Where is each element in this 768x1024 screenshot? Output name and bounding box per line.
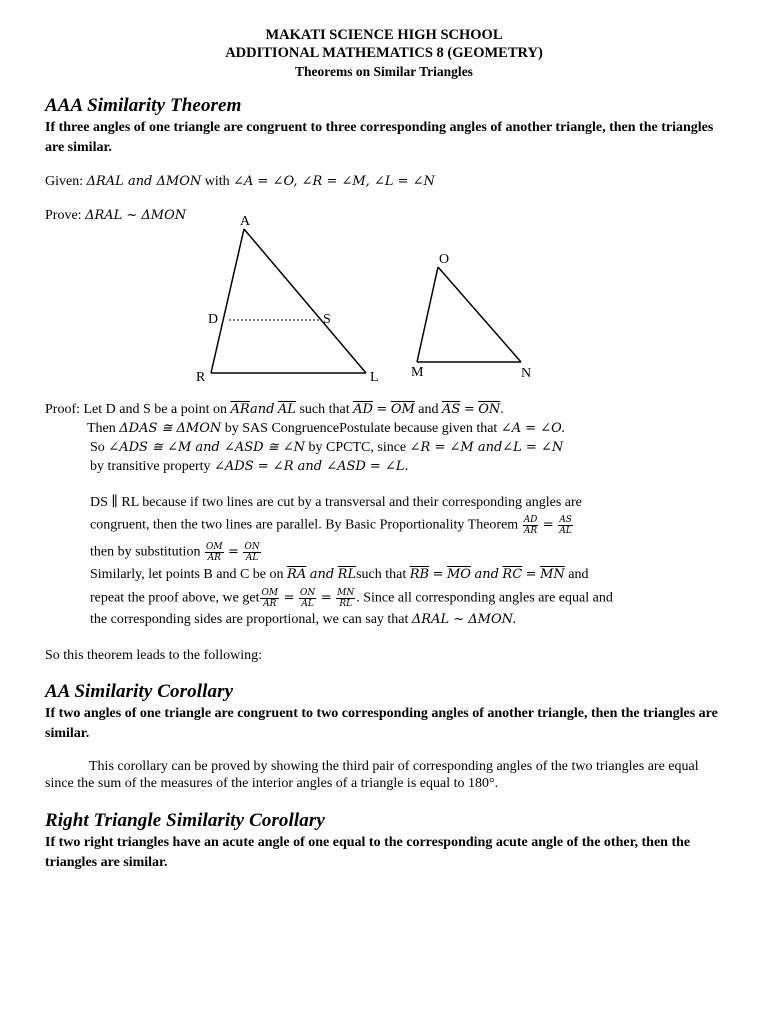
proof-line-1	[45, 401, 504, 419]
segment-ad: $\overline{AD}$	[353, 402, 373, 417]
label-m: M	[411, 365, 424, 380]
math-transitive: ∠ADS = ∠R and ∠ASD = ∠L.	[214, 459, 409, 474]
school-name: MAKATI SCIENCE HIGH SCHOOL	[265, 27, 503, 43]
prove-label: Prove:	[45, 208, 82, 223]
proof-para2-line-4	[90, 566, 588, 584]
fraction-om-ar	[205, 542, 224, 563]
proof-text: by SAS CongruencePostulate because given that	[224, 421, 498, 436]
triangle-ral	[211, 229, 366, 373]
proof-line-2	[87, 420, 565, 438]
segment-mo: $\overline{MO}$	[447, 567, 471, 582]
denominator: AR	[263, 599, 277, 609]
label-l: L	[370, 370, 379, 385]
proof-text: by transitive property	[90, 459, 211, 474]
proof-text: the corresponding sides are proportional, we can say that	[90, 612, 409, 627]
proof-text: and	[418, 402, 439, 417]
triangle-figure	[0, 0, 768, 400]
period: .	[500, 402, 504, 417]
proof-text: then by substitution	[90, 544, 201, 560]
proof-text: Proof: Let D and S be a point on	[45, 402, 227, 417]
proof-text: . Since all corresponding angles are equal and	[356, 590, 613, 606]
fraction-ad-ar	[523, 515, 539, 536]
numerator: OM	[205, 542, 223, 552]
equals: =	[432, 567, 444, 582]
segment-as: $\overline{AS}$	[442, 402, 461, 417]
segment-rc: $\overline{RC}$	[502, 567, 523, 582]
aaa-statement: If three angles of one triangle are congruent to three corresponding angles of another triangle, then the triangles are similar.	[45, 120, 714, 155]
proof-para2-line-6	[90, 611, 516, 629]
right-statement: If two right triangles have an acute angle of one equal to the corresponding acute angle of the other, then the triangles are similar.	[45, 835, 691, 870]
denominator: AL	[559, 526, 572, 536]
aa-body: This corollary can be proved by showing the third pair of corresponding angles of the two triangles are equal since the sum of the measures of the interior angles of a triangle is equal to 180°.	[45, 759, 699, 791]
proof-text: such that	[299, 402, 350, 417]
equals: =	[376, 402, 388, 417]
math-das-mon: ΔDAS ≅ ΔMON	[119, 421, 222, 436]
segment-al: $\overline{AL}$	[277, 402, 296, 417]
proof-line-3	[90, 439, 563, 457]
numerator: ON	[244, 542, 260, 552]
numerator: AS	[559, 515, 572, 525]
given-conditions: ∠A = ∠O, ∠R = ∠M, ∠L = ∠N	[233, 174, 435, 189]
math-r-m-l-n: ∠R = ∠M and∠L = ∠N	[409, 440, 564, 455]
proof-text: and	[568, 567, 589, 582]
fraction-on-al	[243, 542, 260, 563]
fraction-om-ar	[260, 588, 279, 609]
equals: =	[525, 567, 537, 582]
fraction-mn-rl	[336, 588, 355, 609]
prove-math: ΔRAL ~ ΔMON	[85, 208, 187, 223]
proof-text: by CPCTC, since	[308, 440, 407, 455]
subject-title: ADDITIONAL MATHEMATICS 8 (GEOMETRY)	[225, 45, 543, 61]
proof-text: such that	[356, 567, 407, 582]
label-a: A	[240, 214, 251, 229]
aa-title: AA Similarity Corollary	[45, 681, 234, 702]
numerator: OM	[261, 588, 279, 598]
equals: =	[463, 402, 475, 417]
math-and: and	[474, 567, 499, 582]
proof-para2-line-3	[90, 542, 262, 563]
denominator: AL	[301, 599, 314, 609]
given-label: Given:	[45, 174, 84, 189]
denominator: AL	[245, 553, 259, 563]
proof-para2-line-5	[90, 588, 613, 609]
math-conclusion: ΔRAL ~ ΔMON.	[411, 612, 517, 627]
equals: =	[542, 517, 554, 533]
proof-text: Then	[87, 421, 116, 436]
denominator: AR	[207, 553, 221, 563]
numerator: AD	[523, 515, 538, 525]
math-and: and	[309, 567, 335, 582]
proof-text: repeat the proof above, we get	[90, 590, 260, 606]
denominator: RL	[339, 599, 353, 609]
given-with: with	[204, 174, 230, 189]
math-and: and	[249, 402, 275, 417]
proof-line-4	[90, 458, 409, 476]
segment-ra: $\overline{RA}$	[287, 567, 307, 582]
segment-om: $\overline{OM}$	[390, 402, 415, 417]
numerator: MN	[337, 588, 355, 598]
triangle-mon	[417, 267, 521, 362]
segment-rl: $\overline{RL}$	[337, 567, 357, 582]
label-d: D	[208, 312, 219, 327]
numerator: ON	[299, 588, 316, 598]
segment-mn: $\overline{MN}$	[540, 567, 565, 582]
segment-on: $\overline{ON}$	[478, 402, 501, 417]
proof-text: Similarly, let points B and C be on	[90, 567, 284, 582]
math-angle-a-o: ∠A = ∠O.	[500, 421, 566, 436]
aa-statement: If two angles of one triangle are congruent to two corresponding angles of another triangle, then the triangles are similar.	[45, 706, 718, 741]
label-o: O	[439, 252, 450, 267]
given-math: ΔRAL and ΔMON	[86, 174, 202, 189]
label-n: N	[521, 366, 532, 381]
label-s: S	[323, 312, 331, 327]
equals: =	[283, 590, 295, 606]
right-title: Right Triangle Similarity Corollary	[45, 810, 325, 831]
denominator: AR	[523, 526, 538, 536]
aaa-title: AAA Similarity Theorem	[45, 95, 242, 116]
label-r: R	[196, 370, 206, 385]
fraction-as-al	[558, 515, 573, 536]
proof-text: congruent, then the two lines are parallel. By Basic Proportionality Theorem	[90, 517, 519, 533]
fraction-on-al	[299, 588, 316, 609]
equals: =	[228, 544, 239, 560]
lead-sentence: So this theorem leads to the following:	[45, 648, 262, 663]
math-ads-asd: ∠ADS ≅ ∠M and ∠ASD ≅ ∠N	[108, 440, 306, 455]
proof-para2-line-1: DS ∥ RL because if two lines are cut by a transversal and their corresponding angles are	[90, 495, 582, 510]
segment-ar: $\overline{AR}$	[230, 402, 250, 417]
proof-text: So	[90, 440, 105, 455]
proof-para2-line-2	[90, 515, 574, 536]
segment-rb: $\overline{RB}$	[409, 567, 430, 582]
equals: =	[320, 590, 332, 606]
topic-title: Theorems on Similar Triangles	[295, 64, 473, 79]
